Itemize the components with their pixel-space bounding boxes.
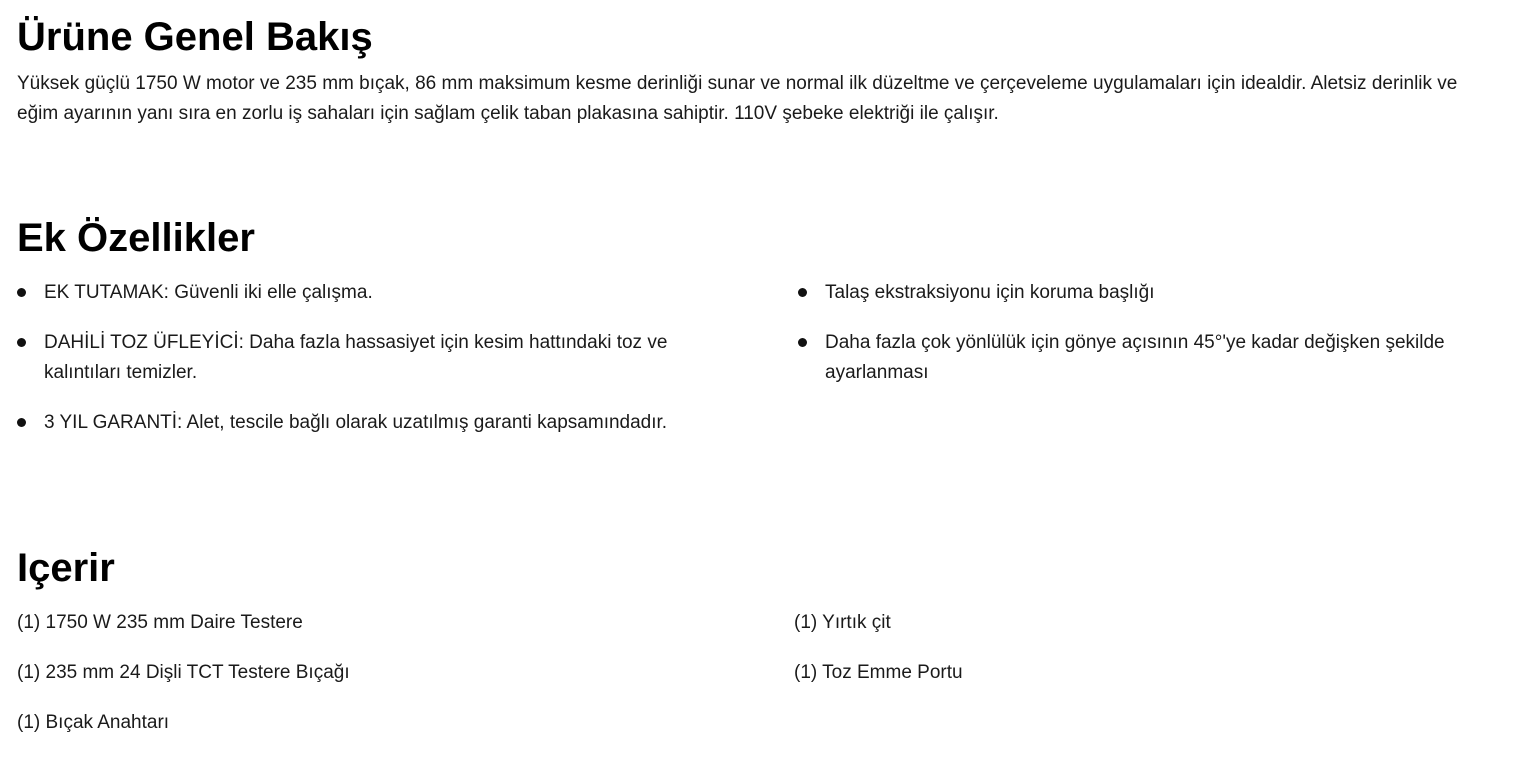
overview-text-line-2: eğim ayarının yanı sıra en zorlu iş sahaları için sağlam çelik taban plakasına sahiptir. 110V şebeke elektriği ile çalışır. xyxy=(17,103,999,124)
contents-title: Içerir xyxy=(17,546,115,590)
contents-list-left xyxy=(17,608,350,758)
feature-text: EK TUTAMAK: Güvenli iki elle çalışma. xyxy=(44,282,373,303)
overview-title: Ürüne Genel Bakış xyxy=(17,15,373,59)
bullet-icon xyxy=(17,288,26,297)
contents-item: (1) Toz Emme Portu xyxy=(794,662,963,683)
features-list-right xyxy=(798,278,1518,408)
feature-item xyxy=(17,328,717,388)
feature-text: Talaş ekstraksiyonu için koruma başlığı xyxy=(825,282,1155,303)
features-grid xyxy=(17,278,1536,448)
features-list-left xyxy=(17,278,717,458)
feature-item xyxy=(798,278,1518,308)
feature-item xyxy=(17,408,717,438)
contents-item: (1) Bıçak Anahtarı xyxy=(17,712,170,733)
feature-text: 3 YIL GARANTİ: Alet, tescile bağlı olarak uzatılmış garanti kapsamındadır. xyxy=(44,412,668,433)
contents-item: (1) 235 mm 24 Dişli TCT Testere Bıçağı xyxy=(17,662,350,683)
overview-section xyxy=(17,17,1457,129)
features-title: Ek Özellikler xyxy=(17,216,255,260)
overview-text-line-1: Yüksek güçlü 1750 W motor ve 235 mm bıçak, 86 mm maksimum kesme derinliği sunar ve normal ilk düzeltme ve çerçeveleme uygulamaları için idealdir. Aletsiz derinlik ve xyxy=(17,73,1458,94)
contents-section xyxy=(17,546,1536,733)
feature-text: Daha fazla çok yönlülük için gönye açısının 45°'ye kadar değişken şekilde ayarlanması xyxy=(825,332,1445,383)
contents-item: (1) Yırtık çit xyxy=(794,612,891,633)
feature-item xyxy=(17,278,717,308)
bullet-icon xyxy=(798,338,807,347)
contents-item: (1) 1750 W 235 mm Daire Testere xyxy=(17,612,303,633)
bullet-icon xyxy=(17,418,26,427)
feature-text: DAHİLİ TOZ ÜFLEYİCİ: Daha fazla hassasiyet için kesim hattındaki toz ve kalıntıları temizler. xyxy=(44,332,668,383)
contents-list-right xyxy=(794,608,963,708)
features-section xyxy=(17,218,1536,448)
bullet-icon xyxy=(798,288,807,297)
feature-item xyxy=(798,328,1518,388)
bullet-icon xyxy=(17,338,26,347)
